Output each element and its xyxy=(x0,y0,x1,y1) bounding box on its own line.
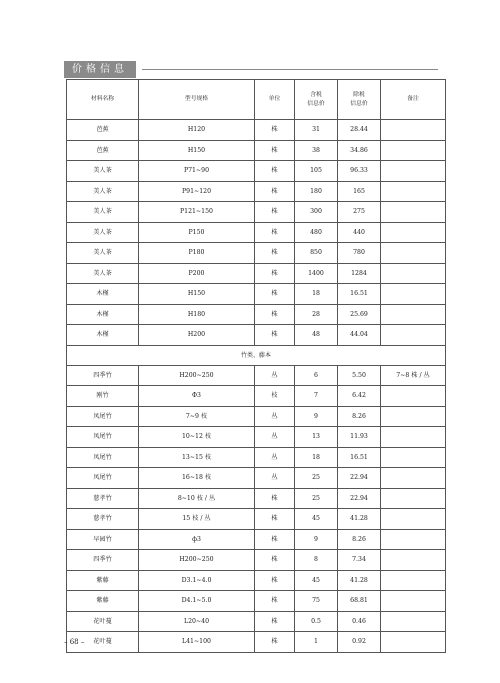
cell-spec: 13~15 枝 xyxy=(139,447,255,468)
col-header-spec: 型号规格 xyxy=(139,80,255,120)
cell-name: 木槿 xyxy=(67,325,139,346)
cell-spec: P180 xyxy=(139,243,255,264)
cell-remarks xyxy=(381,591,446,612)
page-number: – 68 – xyxy=(64,638,85,646)
cell-price-tax: 1 xyxy=(295,632,338,653)
cell-price-notax: 8.26 xyxy=(338,406,381,427)
cell-price-notax: 440 xyxy=(338,222,381,243)
table-row xyxy=(67,365,446,386)
cell-price-tax: 180 xyxy=(295,181,338,202)
cell-name: 紫藤 xyxy=(67,591,139,612)
cell-remarks xyxy=(381,222,446,243)
cell-name: 花叶蔓 xyxy=(67,632,139,653)
cell-remarks xyxy=(381,509,446,530)
cell-remarks xyxy=(381,181,446,202)
cell-spec: H150 xyxy=(139,140,255,161)
table-row xyxy=(67,120,446,141)
cell-unit: 枝 xyxy=(255,386,295,407)
cell-remarks xyxy=(381,325,446,346)
cell-unit: 株 xyxy=(255,120,295,141)
cell-spec: H150 xyxy=(139,284,255,305)
cell-unit: 株 xyxy=(255,570,295,591)
table-row xyxy=(67,406,446,427)
table-row xyxy=(67,181,446,202)
cell-unit: 株 xyxy=(255,222,295,243)
cell-spec: Φ3 xyxy=(139,386,255,407)
cell-name: 刚竹 xyxy=(67,386,139,407)
cell-unit: 丛 xyxy=(255,468,295,489)
cell-price-tax: 25 xyxy=(295,488,338,509)
cell-name: 木槿 xyxy=(67,304,139,325)
cell-name: 凤尾竹 xyxy=(67,406,139,427)
cell-price-notax: 22.94 xyxy=(338,488,381,509)
table-row xyxy=(67,550,446,571)
header-rule xyxy=(142,69,438,70)
table-header-row xyxy=(67,80,446,120)
cell-remarks xyxy=(381,406,446,427)
cell-price-notax: 7.34 xyxy=(338,550,381,571)
cell-price-notax: 34.86 xyxy=(338,140,381,161)
cell-remarks xyxy=(381,611,446,632)
cell-name: 凤尾竹 xyxy=(67,427,139,448)
cell-name: 凤尾竹 xyxy=(67,468,139,489)
cell-price-tax: 6 xyxy=(295,365,338,386)
cell-spec: P121~150 xyxy=(139,202,255,223)
cell-name: 木槿 xyxy=(67,284,139,305)
cell-remarks xyxy=(381,427,446,448)
cell-price-notax: 16.51 xyxy=(338,284,381,305)
cell-unit: 株 xyxy=(255,161,295,182)
cell-remarks: 7~8 株 / 丛 xyxy=(381,365,446,386)
cell-price-tax: 9 xyxy=(295,529,338,550)
table-row xyxy=(67,304,446,325)
table-row xyxy=(67,284,446,305)
cell-price-notax: 28.44 xyxy=(338,120,381,141)
col-header-remarks: 备注 xyxy=(381,80,446,120)
cell-unit: 丛 xyxy=(255,365,295,386)
cell-spec: 10~12 枝 xyxy=(139,427,255,448)
cell-price-tax: 31 xyxy=(295,120,338,141)
section-row xyxy=(67,345,446,365)
cell-remarks xyxy=(381,386,446,407)
table-row xyxy=(67,591,446,612)
cell-price-tax: 25 xyxy=(295,468,338,489)
cell-remarks xyxy=(381,550,446,571)
cell-remarks xyxy=(381,570,446,591)
cell-unit: 株 xyxy=(255,632,295,653)
price-table xyxy=(66,79,446,653)
cell-price-tax: 45 xyxy=(295,509,338,530)
cell-remarks xyxy=(381,161,446,182)
cell-name: 四季竹 xyxy=(67,550,139,571)
cell-price-tax: 38 xyxy=(295,140,338,161)
cell-unit: 丛 xyxy=(255,427,295,448)
cell-price-tax: 18 xyxy=(295,284,338,305)
cell-name: 美人茶 xyxy=(67,181,139,202)
cell-spec: 16~18 枝 xyxy=(139,468,255,489)
cell-name: 花叶蔓 xyxy=(67,611,139,632)
cell-remarks xyxy=(381,304,446,325)
col-header-name: 材料名称 xyxy=(67,80,139,120)
table-row xyxy=(67,611,446,632)
cell-name: 四季竹 xyxy=(67,365,139,386)
cell-price-notax: 25.69 xyxy=(338,304,381,325)
cell-spec: D3.1~4.0 xyxy=(139,570,255,591)
table-row xyxy=(67,488,446,509)
cell-spec: ф3 xyxy=(139,529,255,550)
cell-price-tax: 48 xyxy=(295,325,338,346)
cell-name: 美人茶 xyxy=(67,202,139,223)
cell-name: 凤尾竹 xyxy=(67,447,139,468)
cell-price-tax: 13 xyxy=(295,427,338,448)
cell-remarks xyxy=(381,284,446,305)
cell-price-notax: 6.42 xyxy=(338,386,381,407)
cell-price-tax: 28 xyxy=(295,304,338,325)
cell-name: 美人茶 xyxy=(67,263,139,284)
cell-name: 慈孝竹 xyxy=(67,509,139,530)
cell-spec: H120 xyxy=(139,120,255,141)
cell-name: 美人茶 xyxy=(67,243,139,264)
cell-spec: D4.1~5.0 xyxy=(139,591,255,612)
cell-unit: 株 xyxy=(255,202,295,223)
cell-price-notax: 41.28 xyxy=(338,570,381,591)
table-row xyxy=(67,447,446,468)
cell-remarks xyxy=(381,243,446,264)
cell-unit: 株 xyxy=(255,181,295,202)
cell-name: 紫藤 xyxy=(67,570,139,591)
cell-price-tax: 0.5 xyxy=(295,611,338,632)
cell-name: 芭蕉 xyxy=(67,120,139,141)
cell-price-tax: 45 xyxy=(295,570,338,591)
table-row xyxy=(67,325,446,346)
cell-unit: 株 xyxy=(255,304,295,325)
cell-spec: P150 xyxy=(139,222,255,243)
cell-remarks xyxy=(381,263,446,284)
cell-price-notax: 44.04 xyxy=(338,325,381,346)
cell-name: 慈孝竹 xyxy=(67,488,139,509)
section-header: 价格信息 xyxy=(64,61,136,78)
table-row xyxy=(67,263,446,284)
cell-spec: 7~9 枝 xyxy=(139,406,255,427)
cell-unit: 丛 xyxy=(255,406,295,427)
cell-price-notax: 0.92 xyxy=(338,632,381,653)
cell-price-notax: 16.51 xyxy=(338,447,381,468)
cell-spec: H200~250 xyxy=(139,550,255,571)
section-title: 竹类、藤本 xyxy=(67,345,446,365)
table-row xyxy=(67,140,446,161)
cell-price-tax: 7 xyxy=(295,386,338,407)
cell-remarks xyxy=(381,120,446,141)
cell-remarks xyxy=(381,529,446,550)
cell-price-tax: 850 xyxy=(295,243,338,264)
cell-unit: 株 xyxy=(255,243,295,264)
cell-remarks xyxy=(381,632,446,653)
cell-unit: 株 xyxy=(255,611,295,632)
cell-remarks xyxy=(381,202,446,223)
cell-price-notax: 275 xyxy=(338,202,381,223)
table-row xyxy=(67,427,446,448)
cell-price-tax: 480 xyxy=(295,222,338,243)
cell-spec: L41~100 xyxy=(139,632,255,653)
cell-unit: 株 xyxy=(255,529,295,550)
cell-price-notax: 8.26 xyxy=(338,529,381,550)
cell-price-notax: 1284 xyxy=(338,263,381,284)
cell-spec: L20~40 xyxy=(139,611,255,632)
cell-spec: H200~250 xyxy=(139,365,255,386)
cell-spec: P71~90 xyxy=(139,161,255,182)
cell-price-notax: 5.50 xyxy=(338,365,381,386)
cell-unit: 株 xyxy=(255,140,295,161)
table-row xyxy=(67,222,446,243)
cell-name: 美人茶 xyxy=(67,222,139,243)
cell-unit: 株 xyxy=(255,263,295,284)
col-header-unit: 单位 xyxy=(255,80,295,120)
cell-spec: H200 xyxy=(139,325,255,346)
cell-name: 早园竹 xyxy=(67,529,139,550)
cell-remarks xyxy=(381,140,446,161)
cell-price-notax: 11.93 xyxy=(338,427,381,448)
cell-price-tax: 1400 xyxy=(295,263,338,284)
cell-unit: 株 xyxy=(255,488,295,509)
cell-price-notax: 68.81 xyxy=(338,591,381,612)
cell-unit: 株 xyxy=(255,325,295,346)
cell-remarks xyxy=(381,488,446,509)
table-row xyxy=(67,509,446,530)
cell-unit: 株 xyxy=(255,591,295,612)
cell-spec: H180 xyxy=(139,304,255,325)
cell-price-notax: 22.94 xyxy=(338,468,381,489)
cell-price-tax: 75 xyxy=(295,591,338,612)
table-row xyxy=(67,468,446,489)
table-row xyxy=(67,243,446,264)
cell-spec: P91~120 xyxy=(139,181,255,202)
table-row xyxy=(67,570,446,591)
cell-unit: 丛 xyxy=(255,447,295,468)
col-header-price-tax: 含税 信息价 xyxy=(295,80,338,120)
cell-name: 芭蕉 xyxy=(67,140,139,161)
cell-price-tax: 300 xyxy=(295,202,338,223)
cell-unit: 株 xyxy=(255,509,295,530)
table-row xyxy=(67,161,446,182)
cell-price-notax: 165 xyxy=(338,181,381,202)
table-row xyxy=(67,632,446,653)
cell-price-tax: 18 xyxy=(295,447,338,468)
cell-spec: P200 xyxy=(139,263,255,284)
cell-spec: 15 枝 / 丛 xyxy=(139,509,255,530)
table-row xyxy=(67,386,446,407)
cell-price-notax: 0.46 xyxy=(338,611,381,632)
table-row xyxy=(67,202,446,223)
cell-name: 美人茶 xyxy=(67,161,139,182)
cell-price-notax: 780 xyxy=(338,243,381,264)
cell-price-tax: 8 xyxy=(295,550,338,571)
cell-price-notax: 96.33 xyxy=(338,161,381,182)
cell-price-tax: 9 xyxy=(295,406,338,427)
cell-price-tax: 105 xyxy=(295,161,338,182)
cell-price-notax: 41.28 xyxy=(338,509,381,530)
table-row xyxy=(67,529,446,550)
cell-unit: 株 xyxy=(255,284,295,305)
cell-spec: 8~10 枝 / 丛 xyxy=(139,488,255,509)
cell-remarks xyxy=(381,468,446,489)
cell-remarks xyxy=(381,447,446,468)
cell-unit: 株 xyxy=(255,550,295,571)
col-header-price-notax: 除税 信息价 xyxy=(338,80,381,120)
